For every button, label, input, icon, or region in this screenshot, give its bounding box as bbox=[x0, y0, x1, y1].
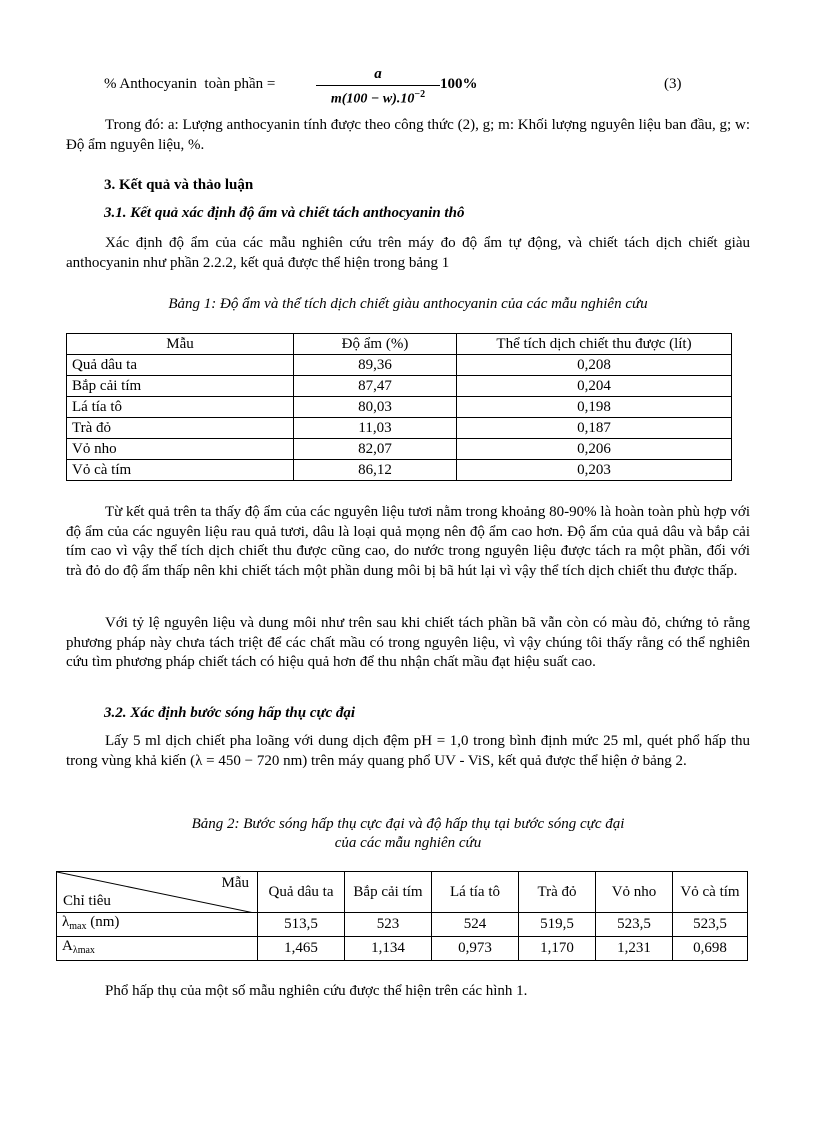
formula-tail: 100% bbox=[440, 76, 478, 92]
para-3-1: Xác định độ ẩm của các mẫu nghiên cứu trên máy đo độ ẩm tự động, và chiết tách dịch chiết giàu anthocyanin như phần 2.2.2, kết quả được thể hiện trong bảng 1 bbox=[66, 235, 750, 271]
table-header-cell: Mẫu bbox=[67, 334, 294, 355]
table-cell: 86,12 bbox=[294, 460, 457, 481]
table-header-row bbox=[67, 334, 732, 355]
row-label-a-lambda-max: $A_{\lambda max}$ bbox=[57, 937, 258, 961]
table-row bbox=[67, 376, 732, 397]
table-cell: 0,698 bbox=[673, 937, 748, 961]
table-row bbox=[57, 913, 748, 937]
para-3-2: Lấy 5 ml dịch chiết pha loãng với dung dịch đệm pH = 1,0 trong bình định mức 25 ml, quét phổ hấp thu trong vùng khả kiến (λ = 450 − 720 nm) trên máy quang phổ UV - ViS, kết quả được thể hiện ở bảng 2. bbox=[66, 733, 750, 769]
table-cell: 80,03 bbox=[294, 397, 457, 418]
para-where: Trong đó: a: Lượng anthocyanin tính được theo công thức (2), g; m: Khối lượng nguyên liệu ban đầu, g; w: Độ ẩm nguyên liệu, %. bbox=[66, 117, 750, 153]
table-header-row bbox=[57, 872, 748, 913]
heading-3-1: 3.1. Kết quả xác định độ ẩm và chiết tách anthocyanin thô bbox=[104, 205, 465, 221]
table-cell: 0,208 bbox=[457, 355, 732, 376]
table-row bbox=[67, 397, 732, 418]
table-cell: 0,198 bbox=[457, 397, 732, 418]
table1-caption: Bảng 1: Độ ẩm và thể tích dịch chiết giàu anthocyanin của các mẫu nghiên cứu bbox=[168, 296, 648, 312]
table-1 bbox=[66, 333, 732, 481]
table-cell: 0,187 bbox=[457, 418, 732, 439]
table-header-cell: Vỏ nho bbox=[596, 872, 673, 913]
table-cell: 513,5 bbox=[258, 913, 345, 937]
table-header-cell: Độ ẩm (%) bbox=[294, 334, 457, 355]
table-cell: 1,465 bbox=[258, 937, 345, 961]
table-cell: 0,203 bbox=[457, 460, 732, 481]
corner-bottom-label: Chỉ tiêu bbox=[63, 893, 111, 909]
table-cell: 89,36 bbox=[294, 355, 457, 376]
para-result-1: Từ kết quả trên ta thấy độ ẩm của các nguyên liệu tươi nằm trong khoảng 80-90% là hoàn toàn phù hợp với độ ẩm của các nguyên liệu rau quả tươi, dâu là loại quả mọng nên độ ẩm cao hơn. Độ ẩm của quả dâu và bắp cải tím cao vì vậy thể tích dịch chiết thu được cũng cao, do nước trong nguyên liệu được tách ra một phần, đối với trà đỏ do độ ẩm thấp nên khi chiết tách một phần dung môi bị bã hút lại vì vậy thể tích dịch chiết thu được thấp. bbox=[66, 504, 750, 579]
table-cell: 0,206 bbox=[457, 439, 732, 460]
heading-3: 3. Kết quả và thảo luận bbox=[104, 177, 254, 193]
table-row bbox=[67, 439, 732, 460]
corner-top-label: Mẫu bbox=[221, 875, 249, 891]
formula-label: % Anthocyanin toàn phần = bbox=[104, 76, 276, 92]
table-cell: 1,231 bbox=[596, 937, 673, 961]
table-cell: 82,07 bbox=[294, 439, 457, 460]
table-cell: 1,134 bbox=[345, 937, 432, 961]
formula-denominator: $m(100 - w).10^{-2}$ bbox=[330, 89, 426, 107]
table-cell: Bắp cải tím bbox=[67, 376, 294, 397]
table-corner-cell bbox=[57, 872, 258, 913]
table-header-cell: Lá tía tô bbox=[432, 872, 519, 913]
table-cell: 523 bbox=[345, 913, 432, 937]
table-cell: 11,03 bbox=[294, 418, 457, 439]
table-cell: 0,204 bbox=[457, 376, 732, 397]
formula-fraction bbox=[316, 66, 440, 107]
table-cell: 519,5 bbox=[519, 913, 596, 937]
table-row bbox=[67, 355, 732, 376]
table-cell: Vỏ cà tím bbox=[67, 460, 294, 481]
row-label-lambda-max: $\lambda_{max}$ (nm) bbox=[57, 913, 258, 937]
table-row bbox=[67, 418, 732, 439]
table2-caption-line1: Bảng 2: Bước sóng hấp thụ cực đại và độ hấp thụ tại bước sóng cực đại bbox=[191, 816, 625, 832]
table-cell: Vỏ nho bbox=[67, 439, 294, 460]
table-header-cell: Bắp cải tím bbox=[345, 872, 432, 913]
para-result-2: Với tỷ lệ nguyên liệu và dung môi như trên sau khi chiết tách phần bã vẫn còn có màu đỏ, chứng tỏ rằng phương pháp này chưa tách triệt để các chất mầu có trong nguyên liệu, vì vậy chúng tôi thấy rằng có thể nghiên cứu tìm phương pháp chiết tách có hiệu quả hơn để thu nhận chất mầu đạt hiệu suất cao. bbox=[66, 615, 750, 670]
table-row bbox=[67, 460, 732, 481]
table-cell: 523,5 bbox=[673, 913, 748, 937]
table2-caption-line2: của các mẫu nghiên cứu bbox=[334, 835, 482, 851]
table-row bbox=[57, 937, 748, 961]
table-cell: 87,47 bbox=[294, 376, 457, 397]
table-cell: Quả dâu ta bbox=[67, 355, 294, 376]
formula-numerator: a bbox=[374, 66, 382, 82]
table-2 bbox=[56, 871, 748, 961]
table-header-cell: Vỏ cà tím bbox=[673, 872, 748, 913]
table-header-cell: Quả dâu ta bbox=[258, 872, 345, 913]
table-cell: 1,170 bbox=[519, 937, 596, 961]
heading-3-2: 3.2. Xác định bước sóng hấp thụ cực đại bbox=[104, 705, 356, 721]
table-cell: Trà đỏ bbox=[67, 418, 294, 439]
table-cell: Lá tía tô bbox=[67, 397, 294, 418]
table-header-cell: Thể tích dịch chiết thu được (lít) bbox=[457, 334, 732, 355]
table-cell: 523,5 bbox=[596, 913, 673, 937]
table-cell: 0,973 bbox=[432, 937, 519, 961]
formula-3 bbox=[104, 66, 694, 106]
para-last: Phổ hấp thụ của một số mẫu nghiên cứu được thể hiện trên các hình 1. bbox=[105, 983, 528, 999]
formula-number: (3) bbox=[664, 76, 682, 92]
table-header-cell: Trà đỏ bbox=[519, 872, 596, 913]
table-cell: 524 bbox=[432, 913, 519, 937]
